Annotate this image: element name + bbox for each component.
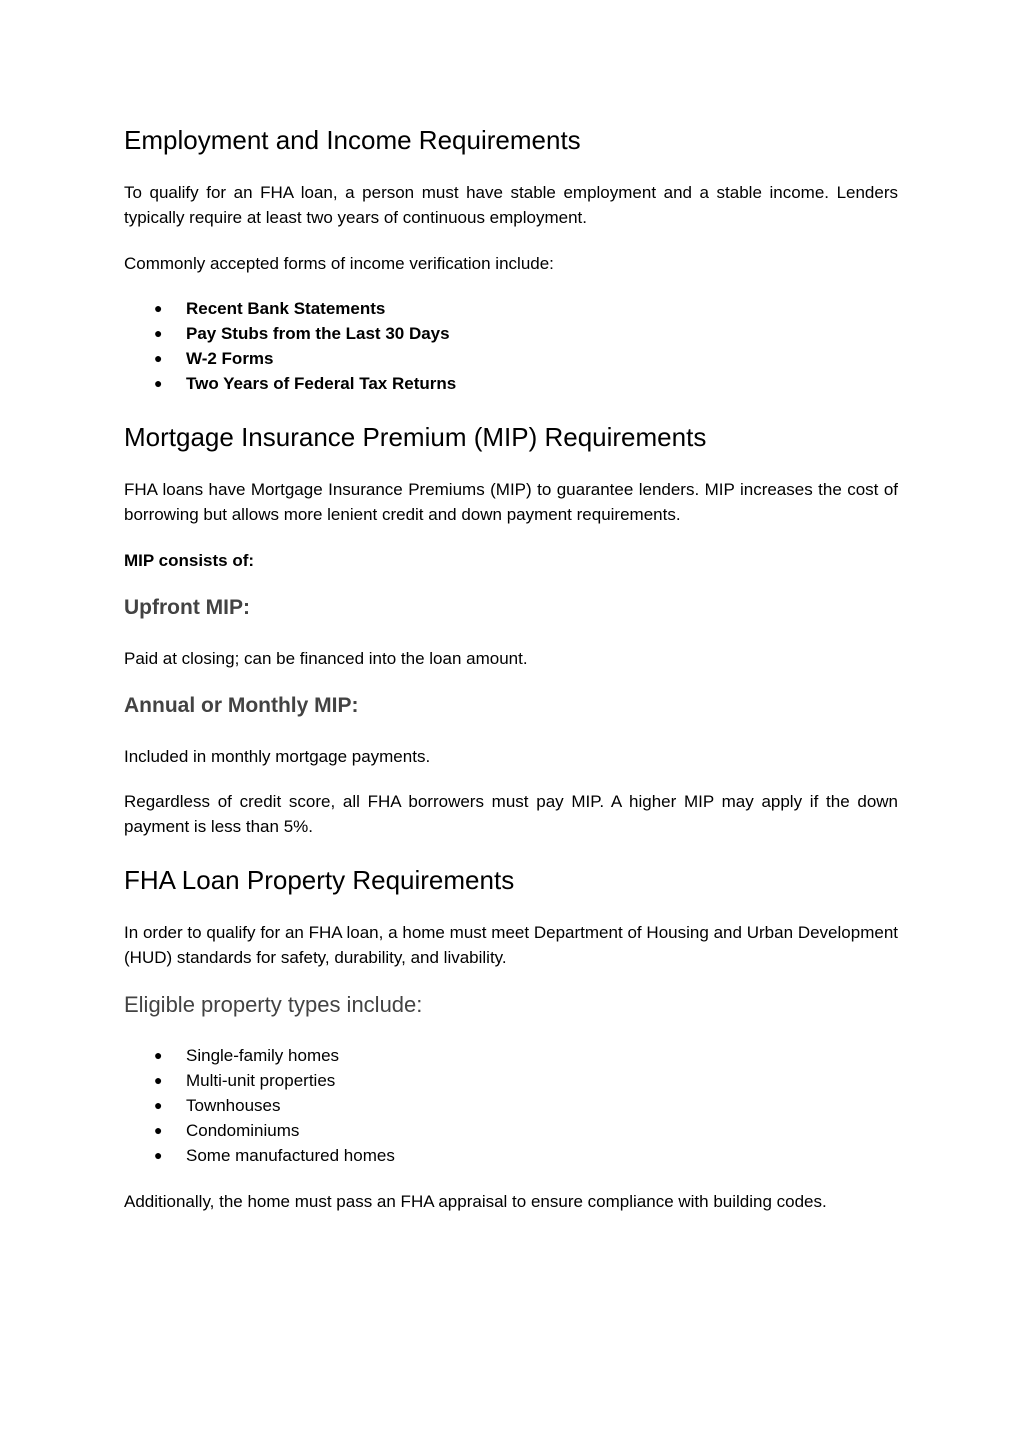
annual-mip-heading: Annual or Monthly MIP: bbox=[124, 694, 359, 717]
list-item: ● Some manufactured homes bbox=[124, 1143, 395, 1168]
upfront-mip-text: Paid at closing; can be financed into the loan amount. bbox=[124, 649, 528, 668]
eligible-types-heading: Eligible property types include: bbox=[124, 992, 423, 1017]
annual-mip-text: Included in monthly mortgage payments. bbox=[124, 747, 431, 766]
list-item: ● Recent Bank Statements bbox=[124, 296, 456, 321]
list-item: ● Pay Stubs from the Last 30 Days bbox=[124, 321, 456, 346]
list-item: ● Two Years of Federal Tax Returns bbox=[124, 371, 456, 396]
employment-paragraph: To qualify for an FHA loan, a person must have stable employment and a stable income. Lenders typically require at least two years of continuous employment. bbox=[124, 183, 898, 227]
bullet-icon: ● bbox=[154, 300, 163, 316]
list-item: ● Townhouses bbox=[124, 1093, 395, 1118]
list-item: ● Multi-unit properties bbox=[124, 1068, 395, 1093]
bullet-icon: ● bbox=[154, 375, 163, 391]
bullet-icon: ● bbox=[154, 325, 163, 341]
bullet-icon: ● bbox=[154, 1122, 163, 1138]
employment-heading: Employment and Income Requirements bbox=[124, 125, 581, 155]
income-verification-intro: Commonly accepted forms of income verification include: bbox=[124, 254, 554, 273]
mip-consists-label: MIP consists of: bbox=[124, 551, 255, 570]
list-item: ● Single-family homes bbox=[124, 1043, 395, 1068]
property-paragraph: In order to qualify for an FHA loan, a home must meet Department of Housing and Urban Development (HUD) standards for safety, durability, and livability. bbox=[124, 923, 898, 967]
property-heading: FHA Loan Property Requirements bbox=[124, 865, 515, 895]
property-types-list bbox=[124, 1043, 395, 1168]
mip-paragraph: FHA loans have Mortgage Insurance Premiums (MIP) to guarantee lenders. MIP increases the cost of borrowing but allows more lenient credit and down payment requirements. bbox=[124, 480, 898, 524]
upfront-mip-heading: Upfront MIP: bbox=[124, 596, 250, 619]
list-item: ● Condominiums bbox=[124, 1118, 395, 1143]
list-item: ● W-2 Forms bbox=[124, 346, 456, 371]
bullet-icon: ● bbox=[154, 1072, 163, 1088]
bullet-icon: ● bbox=[154, 1147, 163, 1163]
bullet-icon: ● bbox=[154, 1097, 163, 1113]
mip-heading: Mortgage Insurance Premium (MIP) Requirements bbox=[124, 422, 707, 452]
bullet-icon: ● bbox=[154, 350, 163, 366]
income-verification-list bbox=[124, 296, 456, 396]
appraisal-paragraph: Additionally, the home must pass an FHA appraisal to ensure compliance with building codes. bbox=[124, 1192, 827, 1211]
mip-requirement-paragraph: Regardless of credit score, all FHA borrowers must pay MIP. A higher MIP may apply if the down payment is less than 5%. bbox=[124, 792, 898, 836]
bullet-icon: ● bbox=[154, 1047, 163, 1063]
